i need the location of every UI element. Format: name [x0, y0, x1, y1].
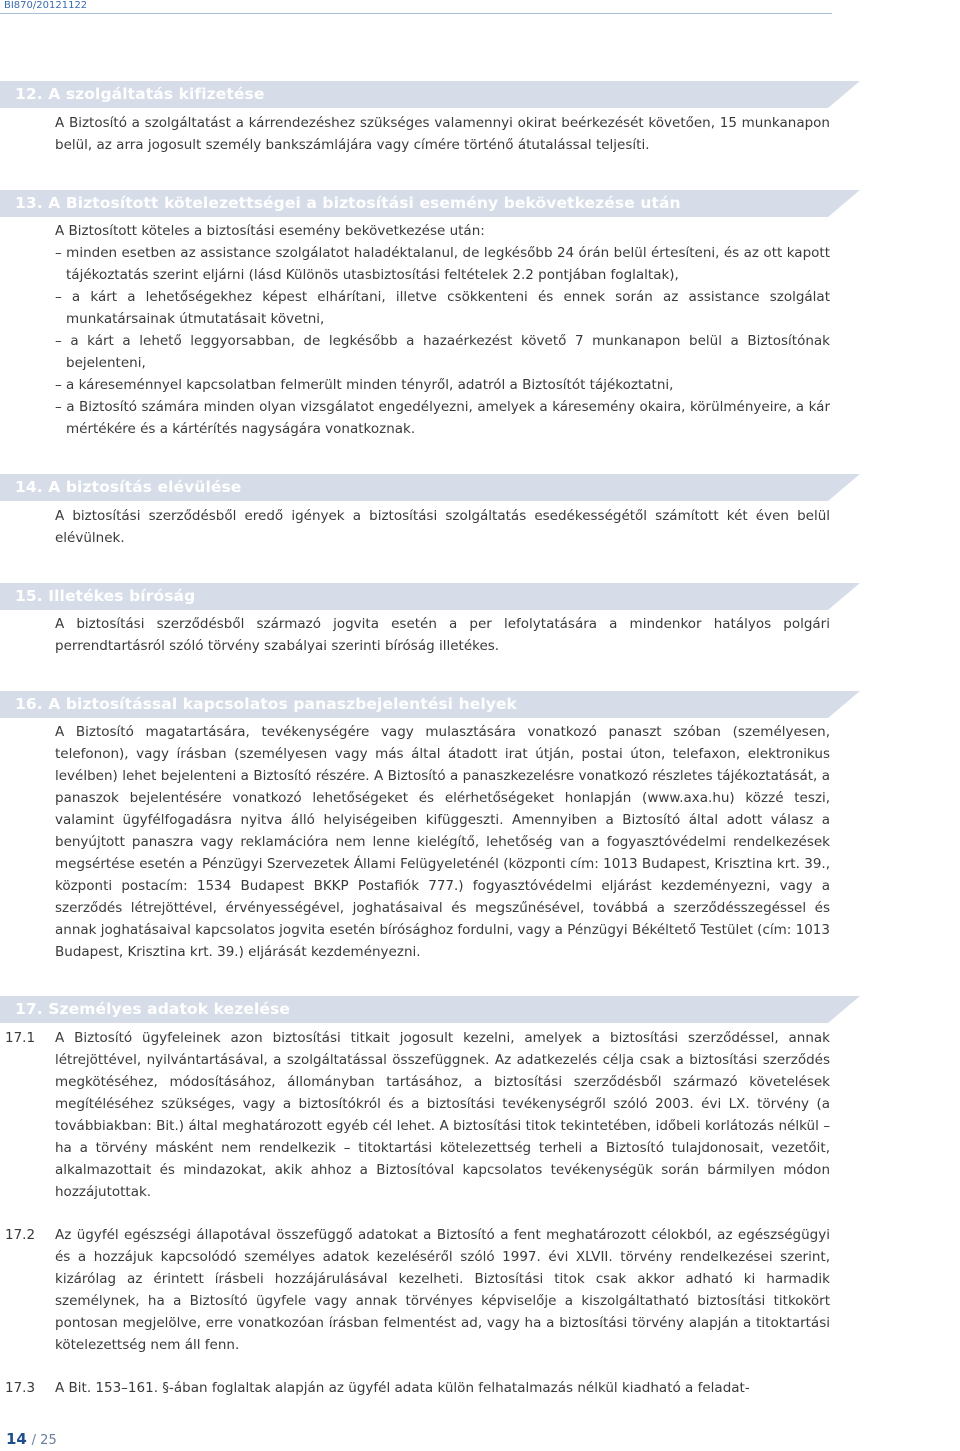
section-15-body: A biztosítási szerződésből származó jogvita esetén a per lefolytatására a mindenkor hatályos polgári perrendtartásról szóló törvény szabályai szerinti bíróság illetékes. [55, 616, 830, 654]
document-code: BI870/20121122 [4, 0, 88, 11]
list-item: – a kárt a lehetőségekhez képest elhárítani, illetve csökkenteni és ennek során az assistance szolgálat munkatársainak útmutatásait követni, [55, 289, 830, 327]
page-number [6, 1430, 57, 1448]
section-13-intro: A Biztosított köteles a biztosítási esemény bekövetkezése után: [55, 223, 485, 239]
section-16-body: A Biztosító magatartására, tevékenységére vagy mulasztására vonatkozó panaszt szóban (személyesen, telefonon), vagy írásban (személyesen vagy más által átadott irat útján, postai úton, telefaxon, elektronikus levélben) lehet bejelenteni a Biztosító részére. A Biztosító a panaszkezelésre vonatkozó részletes tájékoztatását, a panaszok bejelentésére vonatkozó lehetőségeket és elérhetőségeket honlapján (www.axa.hu) közzé teszi, valamint ügyfélfogadásra nyitva álló helyiségeiben kifüggeszti. Amennyiben a Biztosító által adott válasz a benyújtott panaszra vagy reklamációra nem lenne kielégítő, lehetőség van a fogyasztóvédelmi rendelkezések megsértése esetén a Pénzügyi Szervezetek Állami Felügyeleténél (központi cím: 1013 Budapest, Krisztina krt. 39., központi postacím: 1534 Budapest BKKP Postafiók 777.) fogyasztóvédelmi eljárást kezdeményezni, vagy a szerződés létrejöttével, érvényességével, joghatásaival és megszűnésével, továbbá a szerződésszegéssel és annak joghatásaival kapcsolatos jogvita esetén bírósághoz fordulni, vagy a Pénzügyi Békéltető Testület (cím: 1013 Budapest, Krisztina krt. 39.) eljárását kezdeményezni. [55, 724, 830, 960]
section-title: 17. Személyes adatok kezelése [15, 1000, 290, 1018]
section-title: 12. A szolgáltatás kifizetése [15, 85, 265, 103]
current-page: 14 [6, 1430, 27, 1448]
section-14-body: A biztosítási szerződésből eredő igények a biztosítási szolgáltatás esedékességétől számított két éven belül elévülnek. [55, 508, 830, 546]
section-17-1-body: A Biztosító ügyfeleinek azon biztosítási titkait jogosult kezelni, amelyek a biztosítási szerződéssel, annak létrejöttével, nyilvántartásával, a szolgáltatással összefüggnek. Az adatkezelés célja csak a biztosítási szerződés megkötéséhez, módosításához, állományban tartásához, a biztosítási szerződésből származó követelések megítéléséhez szükséges, vagy a biztosítókról és a biztosítási tevékenységről szóló 2003. évi LX. törvény (a továbbiakban: Bit.) által meghatározott egyéb cél lehet. A biztosítási titok tekintetében, időbeli korlátozás nélkül – ha a törvény másként nem rendelkezik – titoktartási kötelezettség terheli a Biztosító tulajdonosait, vezetőit, alkalmazottait és mindazokat, akik ahhoz a Biztosítóval kapcsolatos tevékenységük során bármilyen módon hozzájutottak. [55, 1030, 830, 1200]
list-item: – a kárt a lehető leggyorsabban, de legkésőbb a hazaérkezést követő 7 munkanapon belül a Biztosítónak bejelenteni, [55, 333, 830, 371]
section-13-body [55, 220, 830, 440]
list-item: – a káreseménnyel kapcsolatban felmerült minden tényről, adatról a Biztosítót tájékoztatni, [55, 377, 674, 393]
section-header-13 [0, 190, 860, 217]
section-17-2-body: Az ügyfél egészségi állapotával összefüggő adatokat a Biztosító a fent meghatározott célokból, az egészségügyi és a hozzájuk kapcsolódó személyes adatok kezeléséről szóló 1997. évi XLVII. törvény rendelkezései szerint, kizárólag az érintett írásbeli hozzájárulásával kezelheti. Biztosítási titok csak akkor adható ki harmadik személynek, ha a Biztosító ügyfele vagy annak törvényes képviselője a kiszolgáltatható biztosítási titkokört pontosan megjelölve, erre vonatkozóan írásban felmentést ad, vagy ha a biztosítási törvény alapján a titoktartási kötelezettség nem áll fenn. [55, 1227, 830, 1353]
list-item: – minden esetben az assistance szolgálatot haladéktalanul, de legkésőbb 24 órán belül értesíteni, és az ott kapott tájékoztatás szerint eljárni (lásd Különös utasbiztosítási feltételek 2.2 pontjában foglaltak), [55, 245, 830, 283]
section-header-15 [0, 583, 860, 610]
section-17-3-body: A Bit. 153–161. §-ában foglaltak alapján az ügyfél adata külön felhatalmazás nélkül kiadható a feladat- [55, 1380, 750, 1396]
section-header-16 [0, 691, 860, 718]
paragraph-number: 17.1 [5, 1030, 36, 1046]
paragraph-number: 17.3 [5, 1380, 36, 1396]
header-rule [0, 13, 832, 14]
section-12-body: A Biztosító a szolgáltatást a kárrendezéshez szükséges valamennyi okirat beérkezését követően, 15 munkanapon belül, az arra jogosult személy bankszámlájára vagy címére történő átutalással teljesíti. [55, 115, 830, 153]
section-header-12 [0, 81, 860, 108]
section-header-17 [0, 996, 860, 1023]
section-title: 16. A biztosítással kapcsolatos panaszbejelentési helyek [15, 695, 517, 713]
list-item: – a Biztosító számára minden olyan vizsgálatot engedélyezni, amelyek a káresemény okaira, körülményeire, a kár mértékére és a kártérítés nagyságára vonatkoznak. [55, 399, 830, 437]
section-title: 15. Illetékes bíróság [15, 587, 196, 605]
paragraph-number: 17.2 [5, 1227, 36, 1243]
section-title: 14. A biztosítás elévülése [15, 478, 242, 496]
section-header-14 [0, 474, 860, 501]
total-pages: / 25 [31, 1433, 57, 1448]
section-title: 13. A Biztosított kötelezettségei a biztosítási esemény bekövetkezése után [15, 194, 681, 212]
